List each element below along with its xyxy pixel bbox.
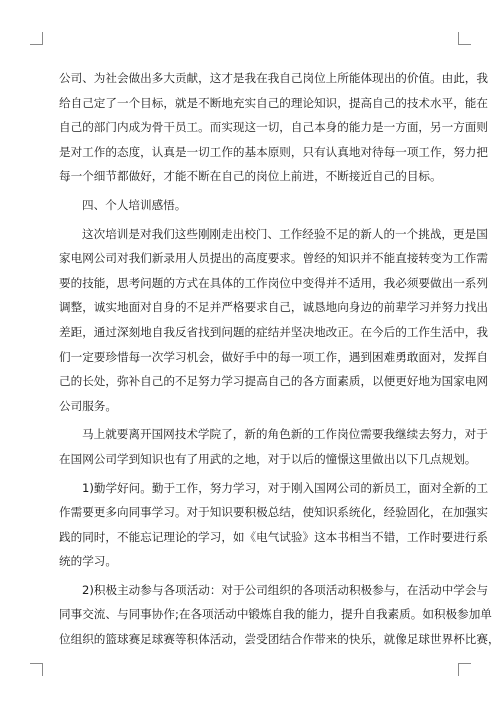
body-line: 家电网公司对我们新录用人员提出的高度要求。曾经的知识并不能直接转变为工作需 — [59, 251, 488, 266]
body-line: 2)积极主动参与各项活动：对于公司组织的各项活动积极参与，在活动中学会与 — [82, 582, 489, 597]
body-line: 践的同时，不能忘记理论的学习，如《电气试验》这本书相当不错，工作时要进行系 — [59, 529, 488, 544]
body-line: 统的学习。 — [59, 554, 117, 569]
crop-mark-top-right — [458, 32, 471, 45]
body-line: 作需要更多向同事学习。对于知识要积极总结，使知识系统化，经验固化，在加强实 — [59, 505, 488, 520]
body-line: 们一定要珍惜每一次学习机会，做好手中的每一项工作，遇到困难勇敢面对，发挥自 — [59, 349, 488, 364]
body-line: 要的技能，思考问题的方式在具体的工作岗位中变得并不适用，我必须要做出一系列 — [59, 275, 488, 290]
section-heading: 四、个人培训感悟。 — [82, 197, 187, 212]
body-line: 位组织的篮球赛足球赛等积体活动，尝受团结合作带来的快乐，就像足球世界杯比赛， — [59, 632, 500, 647]
crop-mark-top-left — [30, 32, 43, 45]
body-line: 这次培训是对我们这些刚刚走出校门、工作经验不足的新人的一个挑战，更是国 — [82, 226, 488, 241]
body-line: 在国网公司学到知识也有了用武的之地，对于以后的憧憬这里做出以下几点规划。 — [59, 451, 477, 466]
crop-mark-bottom-left — [30, 663, 43, 676]
document-body — [59, 66, 500, 652]
body-line: 自己的部门内成为骨干员工。而实现这一切，自己本身的能力是一方面，另一方面则 — [59, 120, 488, 135]
body-line: 差距，通过深刻地自我反省找到问题的症结并坚决地改正。在今后的工作生活中，我 — [59, 324, 488, 339]
body-line: 公司、为社会做出多大贡献，这才是我在我自己岗位上所能体现出的价值。由此，我 — [59, 71, 488, 85]
body-line: 是对工作的态度，认真是一切工作的基本原则，只有认真地对待每一项工作，努力把 — [59, 144, 488, 159]
body-line: 同事交流、与同事协作;在各项活动中锻炼自我的能力，提升自我素质。如积极参加单 — [59, 607, 492, 622]
body-line: 己的长处，弥补自己的不足努力学习提高自己的各方面素质，以便更好地为国家电网 — [59, 374, 488, 389]
crop-mark-bottom-right — [458, 663, 471, 676]
body-line: 公司服务。 — [59, 398, 117, 413]
body-line: 给自己定了一个目标，就是不断地充实自己的理论知识，提高自己的技术水平，能在 — [59, 95, 488, 110]
body-line: 每一个细节都做好，才能不断在自己的岗位上前进，不断接近自己的目标。 — [59, 169, 442, 184]
body-line: 1)勤学好问。勤于工作，努力学习，对于刚入国网公司的新员工，面对全新的工 — [82, 480, 489, 495]
body-line: 调整，诚实地面对自身的不足并严格要求自己，诚恳地向身边的前辈学习并努力找出 — [59, 300, 488, 315]
body-line: 马上就要离开国网技术学院了，新的角色新的工作岗位需要我继续去努力，对于 — [82, 427, 488, 442]
